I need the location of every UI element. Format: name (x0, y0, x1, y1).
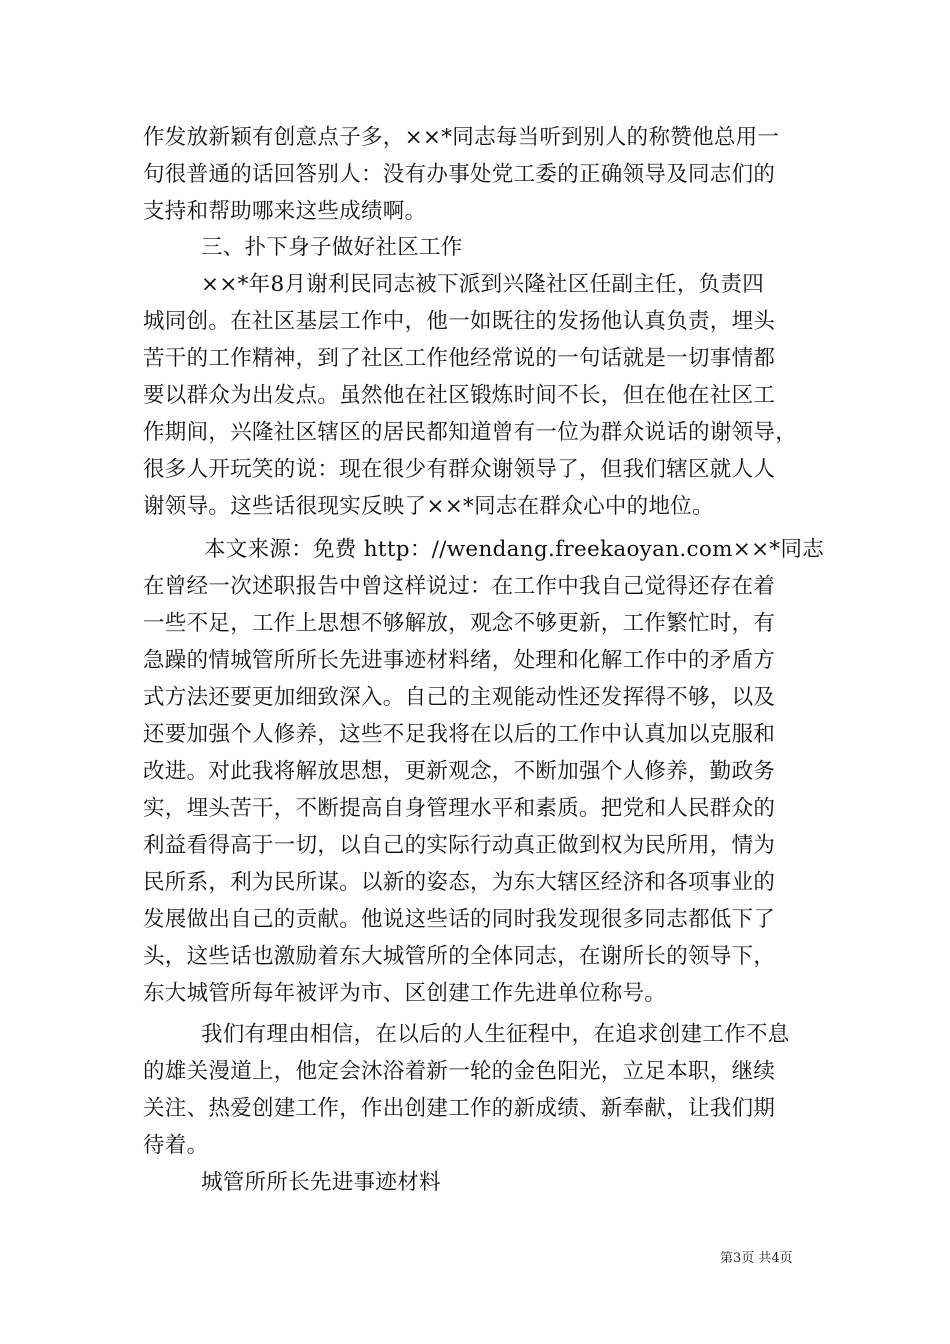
text-line: 城同创。在社区基层工作中，他一如既往的发扬他认真负责，埋头 (143, 309, 776, 334)
text-line: 作期间，兴隆社区辖区的居民都知道曾有一位为群众说话的谢领导， (143, 420, 798, 445)
text-line: 发展做出自己的贡献。他说这些话的同时我发现很多同志都低下了 (143, 907, 776, 932)
text-line: 关注、热爱创建工作，作出创建工作的新成绩、新奉献，让我们期 (143, 1096, 776, 1121)
text-line: ××*年8月谢利民同志被下派到兴隆社区任副主任，负责四 (201, 272, 765, 297)
text-line: 一些不足，工作上思想不够解放，观念不够更新，工作繁忙时，有 (143, 611, 776, 636)
closing-title: 城管所所长先进事迹材料 (201, 1170, 441, 1195)
text-line: 支持和帮助哪来这些成绩啊。 (143, 199, 427, 224)
text-line: 我们有理由相信，在以后的人生征程中，在追求创建工作不息 (201, 1022, 790, 1047)
page-number: 第3页 共4页 (720, 1251, 793, 1266)
text-line: 要以群众为出发点。虽然他在社区锻炼时间不长，但在他在社区工 (143, 383, 776, 408)
text-line: 头，这些话也激励着东大城管所的全体同志，在谢所长的领导下， (143, 944, 776, 969)
text-line: 改进。对此我将解放思想，更新观念，不断加强个人修养，勤政务 (143, 759, 776, 784)
text-line: 句很普通的话回答别人：没有办事处党工委的正确领导及同志们的 (143, 162, 776, 187)
text-line: 式方法还要更加细致深入。自己的主观能动性还发挥得不够，以及 (143, 685, 776, 710)
text-line: 利益看得高于一切，以自己的实际行动真正做到权为民所用，情为 (143, 833, 776, 858)
text-line: 作发放新颖有创意点子多，××*同志每当听到别人的称赞他总用一 (143, 125, 780, 150)
text-line: 谢领导。这些话很现实反映了××*同志在群众心中的地位。 (143, 494, 714, 519)
text-line: 急躁的情城管所所长先进事迹材料绪，处理和化解工作中的矛盾方 (143, 648, 776, 673)
text-line: 苦干的工作精神，到了社区工作他经常说的一句话就是一切事情都 (143, 346, 776, 371)
text-line: 东大城管所每年被评为市、区创建工作先进单位称号。 (143, 981, 667, 1006)
section-heading: 三、扑下身子做好社区工作 (201, 235, 463, 260)
source-line: 本文来源：免费 http：//wendang.freekaoyan.com××*同志 (204, 537, 825, 562)
text-line: 实，埋头苦干，不断提高自身管理水平和素质。把党和人民群众的 (143, 796, 776, 821)
text-line: 还要加强个人修养，这些不足我将在以后的工作中认真加以克服和 (143, 722, 776, 747)
text-line: 很多人开玩笑的说：现在很少有群众谢领导了，但我们辖区就人人 (143, 457, 776, 482)
text-line: 在曾经一次述职报告中曾这样说过：在工作中我自己觉得还存在着 (143, 574, 776, 599)
text-line: 民所系，利为民所谋。以新的姿态，为东大辖区经济和各项事业的 (143, 870, 776, 895)
text-line: 待着。 (143, 1133, 209, 1158)
text-line: 的雄关漫道上，他定会沐浴着新一轮的金色阳光，立足本职，继续 (143, 1059, 776, 1084)
